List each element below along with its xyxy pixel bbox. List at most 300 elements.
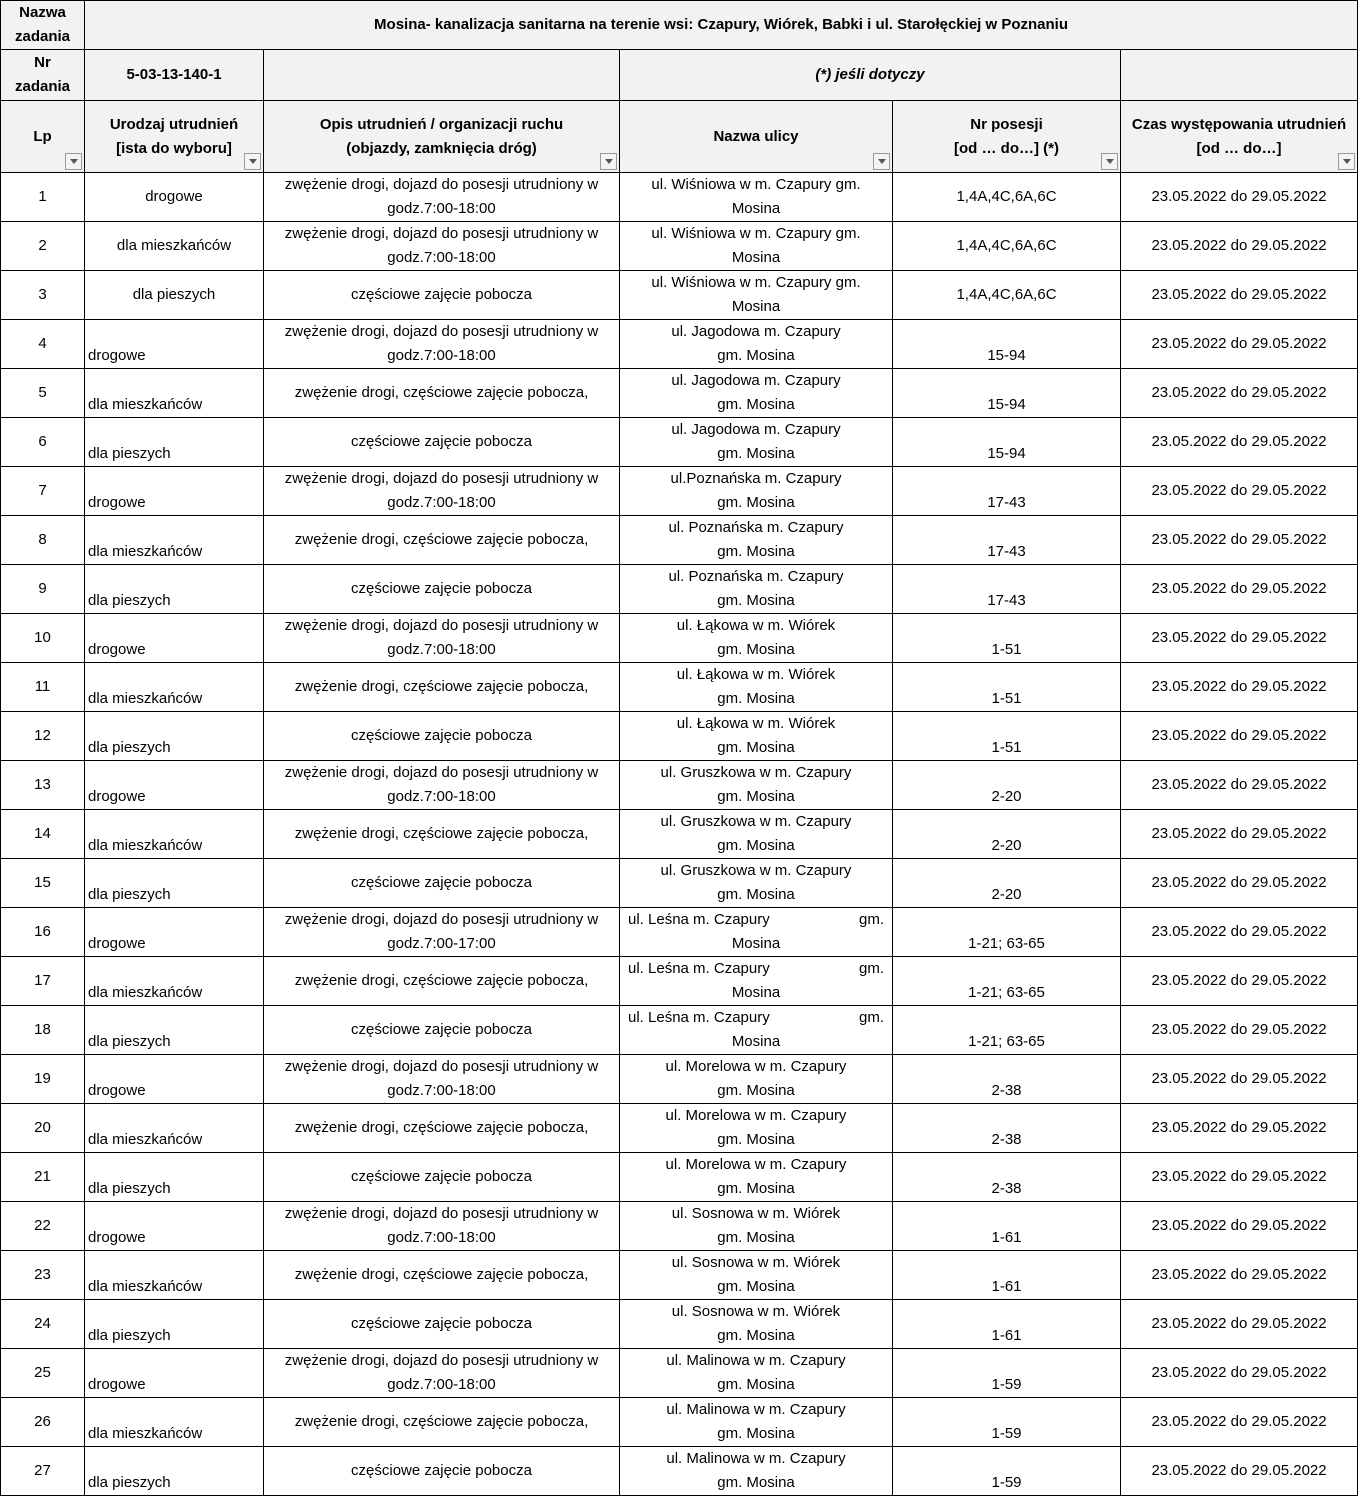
street-line: gm. Mosina bbox=[717, 445, 795, 462]
street-line: ul. Wiśniowa w m. Czapury gm. bbox=[651, 176, 861, 193]
street-line: gm. Mosina bbox=[717, 1376, 795, 1393]
cell-description bbox=[264, 173, 620, 222]
task-number-label bbox=[1, 50, 85, 101]
col-street-label bbox=[620, 125, 892, 149]
cell-description bbox=[264, 712, 620, 761]
cell-description bbox=[264, 516, 620, 565]
table-row bbox=[1, 1104, 1358, 1153]
street-name-part: ul. Leśna m. Czapury bbox=[628, 960, 770, 977]
cell-lp: 6 bbox=[1, 418, 85, 467]
cell-kind: dla mieszkańców bbox=[85, 516, 264, 565]
cell-period: 23.05.2022 do 29.05.2022 bbox=[1121, 761, 1358, 810]
cell-plot-numbers: 1-59 bbox=[893, 1398, 1121, 1447]
cell-period: 23.05.2022 do 29.05.2022 bbox=[1121, 1104, 1358, 1153]
cell-description bbox=[264, 810, 620, 859]
cell-street bbox=[620, 810, 893, 859]
cell-kind: dla pieszych bbox=[85, 418, 264, 467]
cell-period: 23.05.2022 do 29.05.2022 bbox=[1121, 663, 1358, 712]
street-line: ul. Gruszkowa w m. Czapury bbox=[660, 813, 852, 830]
cell-kind: dla mieszkańców bbox=[85, 369, 264, 418]
street-line: ul. Morelowa w m. Czapury bbox=[665, 1058, 847, 1075]
description-line: godz.7:00-18:00 bbox=[387, 1229, 496, 1246]
description-line: zwężenie drogi, częściowe zajęcie pobocza, bbox=[294, 1413, 589, 1430]
col-street-header bbox=[620, 101, 893, 173]
col-kind-label bbox=[85, 113, 263, 161]
description-line: zwężenie drogi, dojazd do posesji utrudniony w bbox=[284, 764, 599, 781]
cell-kind: drogowe bbox=[85, 1055, 264, 1104]
cell-period: 23.05.2022 do 29.05.2022 bbox=[1121, 957, 1358, 1006]
cell-plot-numbers: 1-21; 63-65 bbox=[893, 1006, 1121, 1055]
col-plot-numbers-label-line: [od … do…] (*) bbox=[954, 139, 1059, 157]
cell-plot-numbers: 17-43 bbox=[893, 565, 1121, 614]
cell-street bbox=[620, 859, 893, 908]
cell-street bbox=[620, 957, 893, 1006]
cell-plot-numbers: 2-20 bbox=[893, 810, 1121, 859]
col-period-label bbox=[1121, 113, 1357, 161]
description-line: częściowe zajęcie pobocza bbox=[351, 286, 532, 303]
cell-lp: 16 bbox=[1, 908, 85, 957]
description-line: częściowe zajęcie pobocza bbox=[351, 727, 532, 744]
cell-plot-numbers: 1,4A,4C,6A,6C bbox=[893, 173, 1121, 222]
cell-plot-numbers: 15-94 bbox=[893, 418, 1121, 467]
street-commune-part: gm. bbox=[858, 960, 884, 977]
cell-period: 23.05.2022 do 29.05.2022 bbox=[1121, 369, 1358, 418]
task-name-label-text: Nazwa zadania bbox=[14, 4, 71, 45]
description-line: godz.7:00-17:00 bbox=[387, 935, 496, 952]
col-plot-numbers-header bbox=[893, 101, 1121, 173]
street-line: Mosina bbox=[731, 298, 781, 315]
cell-lp: 26 bbox=[1, 1398, 85, 1447]
street-line: gm. Mosina bbox=[717, 1327, 795, 1344]
filter-dropdown-icon[interactable] bbox=[1101, 153, 1118, 170]
description-line: godz.7:00-18:00 bbox=[387, 788, 496, 805]
cell-lp: 15 bbox=[1, 859, 85, 908]
description-line: częściowe zajęcie pobocza bbox=[351, 580, 532, 597]
table-row bbox=[1, 1055, 1358, 1104]
cell-description bbox=[264, 859, 620, 908]
cell-kind: dla mieszkańców bbox=[85, 222, 264, 271]
cell-kind: dla pieszych bbox=[85, 1006, 264, 1055]
cell-description bbox=[264, 222, 620, 271]
cell-plot-numbers: 1-59 bbox=[893, 1447, 1121, 1496]
cell-street bbox=[620, 1349, 893, 1398]
description-line: godz.7:00-18:00 bbox=[387, 347, 496, 364]
description-line: częściowe zajęcie pobocza bbox=[351, 433, 532, 450]
cell-lp: 7 bbox=[1, 467, 85, 516]
street-line: gm. Mosina bbox=[717, 1229, 795, 1246]
cell-kind: drogowe bbox=[85, 467, 264, 516]
cell-lp: 9 bbox=[1, 565, 85, 614]
cell-description bbox=[264, 1153, 620, 1202]
table-row bbox=[1, 369, 1358, 418]
filter-dropdown-icon[interactable] bbox=[244, 153, 261, 170]
cell-street bbox=[620, 1055, 893, 1104]
cell-lp: 17 bbox=[1, 957, 85, 1006]
street-line: gm. Mosina bbox=[717, 543, 795, 560]
cell-lp: 8 bbox=[1, 516, 85, 565]
col-lp-header bbox=[1, 101, 85, 173]
cell-plot-numbers: 15-94 bbox=[893, 369, 1121, 418]
table-row bbox=[1, 1349, 1358, 1398]
cell-kind: drogowe bbox=[85, 1202, 264, 1251]
description-line: zwężenie drogi, dojazd do posesji utrudniony w bbox=[284, 470, 599, 487]
table-row bbox=[1, 614, 1358, 663]
street-line: Mosina bbox=[731, 1033, 781, 1050]
cell-kind: dla mieszkańców bbox=[85, 1251, 264, 1300]
table-row bbox=[1, 1251, 1358, 1300]
street-commune-part: gm. bbox=[858, 911, 884, 928]
cell-kind: dla mieszkańców bbox=[85, 957, 264, 1006]
cell-kind: dla pieszych bbox=[85, 1300, 264, 1349]
table-row bbox=[1, 1398, 1358, 1447]
cell-lp: 19 bbox=[1, 1055, 85, 1104]
filter-dropdown-icon[interactable] bbox=[600, 153, 617, 170]
description-line: godz.7:00-18:00 bbox=[387, 1376, 496, 1393]
description-line: godz.7:00-18:00 bbox=[387, 494, 496, 511]
cell-kind: dla mieszkańców bbox=[85, 663, 264, 712]
table-row bbox=[1, 1006, 1358, 1055]
col-period-header bbox=[1121, 101, 1358, 173]
street-line: gm. Mosina bbox=[717, 494, 795, 511]
cell-plot-numbers: 2-20 bbox=[893, 761, 1121, 810]
cell-street bbox=[620, 467, 893, 516]
street-line: gm. Mosina bbox=[717, 788, 795, 805]
filter-dropdown-icon[interactable] bbox=[873, 153, 890, 170]
cell-period: 23.05.2022 do 29.05.2022 bbox=[1121, 516, 1358, 565]
cell-lp: 5 bbox=[1, 369, 85, 418]
street-line bbox=[628, 908, 892, 932]
table-row bbox=[1, 1447, 1358, 1496]
table-row bbox=[1, 761, 1358, 810]
cell-lp: 1 bbox=[1, 173, 85, 222]
cell-plot-numbers: 1-61 bbox=[893, 1251, 1121, 1300]
cell-plot-numbers: 1-61 bbox=[893, 1202, 1121, 1251]
street-line: gm. Mosina bbox=[717, 690, 795, 707]
cell-street bbox=[620, 1251, 893, 1300]
cell-kind: drogowe bbox=[85, 761, 264, 810]
col-lp-label bbox=[1, 125, 84, 149]
cell-street bbox=[620, 271, 893, 320]
cell-street bbox=[620, 1153, 893, 1202]
street-line: ul. Sosnowa w m. Wiórek bbox=[671, 1254, 841, 1271]
cell-period: 23.05.2022 do 29.05.2022 bbox=[1121, 712, 1358, 761]
cell-street bbox=[620, 663, 893, 712]
cell-street bbox=[620, 1300, 893, 1349]
cell-plot-numbers: 2-38 bbox=[893, 1153, 1121, 1202]
street-line: ul. Gruszkowa w m. Czapury bbox=[660, 764, 852, 781]
cell-description bbox=[264, 1006, 620, 1055]
street-line: ul. Malinowa w m. Czapury bbox=[666, 1450, 846, 1467]
col-description-label bbox=[264, 113, 619, 161]
cell-description bbox=[264, 1398, 620, 1447]
col-plot-numbers-label-line: Nr posesji bbox=[970, 115, 1043, 133]
cell-period: 23.05.2022 do 29.05.2022 bbox=[1121, 222, 1358, 271]
cell-plot-numbers: 2-20 bbox=[893, 859, 1121, 908]
table-row bbox=[1, 271, 1358, 320]
cell-description bbox=[264, 320, 620, 369]
cell-plot-numbers: 1,4A,4C,6A,6C bbox=[893, 222, 1121, 271]
cell-description bbox=[264, 418, 620, 467]
description-line: zwężenie drogi, dojazd do posesji utrudniony w bbox=[284, 1058, 599, 1075]
cell-period: 23.05.2022 do 29.05.2022 bbox=[1121, 1398, 1358, 1447]
table-row bbox=[1, 1153, 1358, 1202]
cell-kind: dla pieszych bbox=[85, 712, 264, 761]
table-row bbox=[1, 173, 1358, 222]
description-line: częściowe zajęcie pobocza bbox=[351, 1462, 532, 1479]
cell-kind: drogowe bbox=[85, 320, 264, 369]
cell-plot-numbers: 17-43 bbox=[893, 516, 1121, 565]
description-line: godz.7:00-18:00 bbox=[387, 200, 496, 217]
street-line: ul. Morelowa w m. Czapury bbox=[665, 1107, 847, 1124]
cell-period: 23.05.2022 do 29.05.2022 bbox=[1121, 271, 1358, 320]
filter-dropdown-icon[interactable] bbox=[65, 153, 82, 170]
description-line: zwężenie drogi, częściowe zajęcie pobocza, bbox=[294, 678, 589, 695]
cell-period: 23.05.2022 do 29.05.2022 bbox=[1121, 1349, 1358, 1398]
table-row bbox=[1, 1202, 1358, 1251]
description-line: zwężenie drogi, dojazd do posesji utrudniony w bbox=[284, 225, 599, 242]
filter-dropdown-icon[interactable] bbox=[1338, 153, 1355, 170]
description-line: zwężenie drogi, częściowe zajęcie pobocza, bbox=[294, 972, 589, 989]
street-line: ul. Jagodowa m. Czapury bbox=[671, 323, 841, 340]
cell-kind: dla pieszych bbox=[85, 271, 264, 320]
cell-plot-numbers: 2-38 bbox=[893, 1104, 1121, 1153]
cell-description bbox=[264, 1055, 620, 1104]
street-line: gm. Mosina bbox=[717, 739, 795, 756]
table-row bbox=[1, 957, 1358, 1006]
col-kind-header bbox=[85, 101, 264, 173]
table-row bbox=[1, 320, 1358, 369]
column-header-row bbox=[1, 101, 1358, 173]
cell-description bbox=[264, 908, 620, 957]
cell-street bbox=[620, 761, 893, 810]
cell-street bbox=[620, 908, 893, 957]
cell-kind: dla pieszych bbox=[85, 859, 264, 908]
street-line: ul. Malinowa w m. Czapury bbox=[666, 1352, 846, 1369]
cell-plot-numbers: 15-94 bbox=[893, 320, 1121, 369]
cell-period: 23.05.2022 do 29.05.2022 bbox=[1121, 859, 1358, 908]
cell-plot-numbers: 1-21; 63-65 bbox=[893, 957, 1121, 1006]
cell-lp: 10 bbox=[1, 614, 85, 663]
cell-kind: drogowe bbox=[85, 908, 264, 957]
cell-lp: 23 bbox=[1, 1251, 85, 1300]
cell-plot-numbers: 1-59 bbox=[893, 1349, 1121, 1398]
cell-plot-numbers: 2-38 bbox=[893, 1055, 1121, 1104]
description-line: zwężenie drogi, dojazd do posesji utrudniony w bbox=[284, 323, 599, 340]
description-line: zwężenie drogi, częściowe zajęcie pobocza, bbox=[294, 825, 589, 842]
cell-lp: 11 bbox=[1, 663, 85, 712]
col-plot-numbers-label bbox=[893, 113, 1120, 161]
street-line: Mosina bbox=[731, 200, 781, 217]
cell-street bbox=[620, 712, 893, 761]
street-line: ul. Poznańska m. Czapury bbox=[668, 519, 844, 536]
cell-lp: 21 bbox=[1, 1153, 85, 1202]
street-line: ul. Jagodowa m. Czapury bbox=[671, 421, 841, 438]
cell-kind: drogowe bbox=[85, 1349, 264, 1398]
table-row bbox=[1, 467, 1358, 516]
cell-street bbox=[620, 418, 893, 467]
cell-plot-numbers: 1-51 bbox=[893, 663, 1121, 712]
cell-kind: dla mieszkańców bbox=[85, 1104, 264, 1153]
street-line: gm. Mosina bbox=[717, 1278, 795, 1295]
cell-description bbox=[264, 957, 620, 1006]
street-line: ul. Malinowa w m. Czapury bbox=[666, 1401, 846, 1418]
table-row bbox=[1, 859, 1358, 908]
cell-description bbox=[264, 614, 620, 663]
cell-street bbox=[620, 1447, 893, 1496]
cell-plot-numbers: 1,4A,4C,6A,6C bbox=[893, 271, 1121, 320]
cell-period: 23.05.2022 do 29.05.2022 bbox=[1121, 908, 1358, 957]
street-line: gm. Mosina bbox=[717, 1082, 795, 1099]
street-line: ul. Poznańska m. Czapury bbox=[668, 568, 844, 585]
street-line: gm. Mosina bbox=[717, 641, 795, 658]
cell-lp: 3 bbox=[1, 271, 85, 320]
street-line: Mosina bbox=[731, 984, 781, 1001]
cell-description bbox=[264, 1202, 620, 1251]
description-line: zwężenie drogi, częściowe zajęcie pobocza, bbox=[294, 1266, 589, 1283]
street-line: ul. Łąkowa w m. Wiórek bbox=[676, 617, 836, 634]
cell-plot-numbers: 1-51 bbox=[893, 614, 1121, 663]
description-line: częściowe zajęcie pobocza bbox=[351, 1168, 532, 1185]
street-line: ul. Jagodowa m. Czapury bbox=[671, 372, 841, 389]
col-description-label-line: Opis utrudnień / organizacji ruchu bbox=[319, 115, 564, 133]
table-row bbox=[1, 663, 1358, 712]
cell-lp: 12 bbox=[1, 712, 85, 761]
street-line: ul. Morelowa w m. Czapury bbox=[665, 1156, 847, 1173]
table-row bbox=[1, 712, 1358, 761]
cell-kind: dla pieszych bbox=[85, 565, 264, 614]
street-line: gm. Mosina bbox=[717, 592, 795, 609]
cell-street bbox=[620, 565, 893, 614]
cell-kind: dla pieszych bbox=[85, 1153, 264, 1202]
cell-kind: drogowe bbox=[85, 614, 264, 663]
street-line: ul. Wiśniowa w m. Czapury gm. bbox=[651, 225, 861, 242]
cell-period: 23.05.2022 do 29.05.2022 bbox=[1121, 320, 1358, 369]
cell-period: 23.05.2022 do 29.05.2022 bbox=[1121, 1251, 1358, 1300]
street-line: Mosina bbox=[731, 935, 781, 952]
cell-lp: 13 bbox=[1, 761, 85, 810]
cell-period: 23.05.2022 do 29.05.2022 bbox=[1121, 1055, 1358, 1104]
cell-period: 23.05.2022 do 29.05.2022 bbox=[1121, 565, 1358, 614]
description-line: zwężenie drogi, częściowe zajęcie pobocza, bbox=[294, 1119, 589, 1136]
street-line: gm. Mosina bbox=[717, 396, 795, 413]
col-street-label-line: Nazwa ulicy bbox=[713, 127, 799, 145]
cell-description bbox=[264, 271, 620, 320]
cell-period: 23.05.2022 do 29.05.2022 bbox=[1121, 467, 1358, 516]
cell-kind: dla mieszkańców bbox=[85, 810, 264, 859]
street-line: gm. Mosina bbox=[717, 1131, 795, 1148]
cell-kind: drogowe bbox=[85, 173, 264, 222]
street-line: gm. Mosina bbox=[717, 1180, 795, 1197]
applicability-note: (*) jeśli dotyczy bbox=[620, 50, 1121, 101]
description-line: częściowe zajęcie pobocza bbox=[351, 1021, 532, 1038]
description-line: zwężenie drogi, dojazd do posesji utrudniony w bbox=[284, 911, 599, 928]
task-name-label bbox=[1, 1, 85, 50]
cell-description bbox=[264, 467, 620, 516]
cell-lp: 27 bbox=[1, 1447, 85, 1496]
street-line: ul. Gruszkowa w m. Czapury bbox=[660, 862, 852, 879]
street-line: Mosina bbox=[731, 249, 781, 266]
cell-kind: dla mieszkańców bbox=[85, 1398, 264, 1447]
cell-description bbox=[264, 369, 620, 418]
cell-lp: 20 bbox=[1, 1104, 85, 1153]
description-line: częściowe zajęcie pobocza bbox=[351, 1315, 532, 1332]
cell-period: 23.05.2022 do 29.05.2022 bbox=[1121, 418, 1358, 467]
cell-period: 23.05.2022 do 29.05.2022 bbox=[1121, 173, 1358, 222]
cell-plot-numbers: 1-61 bbox=[893, 1300, 1121, 1349]
cell-street bbox=[620, 614, 893, 663]
col-kind-label-line: [ista do wyboru] bbox=[116, 139, 232, 157]
col-lp-label-line: Lp bbox=[33, 127, 52, 145]
cell-description bbox=[264, 1447, 620, 1496]
description-line: zwężenie drogi, dojazd do posesji utrudniony w bbox=[284, 1205, 599, 1222]
table-row bbox=[1, 1300, 1358, 1349]
col-period-label-line: [od … do…] bbox=[1196, 139, 1282, 157]
cell-street bbox=[620, 320, 893, 369]
cell-description bbox=[264, 1251, 620, 1300]
table-row bbox=[1, 565, 1358, 614]
col-description-header bbox=[264, 101, 620, 173]
task-number-blank-2 bbox=[1121, 50, 1358, 101]
task-number-blank bbox=[264, 50, 620, 101]
street-name-part: ul. Leśna m. Czapury bbox=[628, 1009, 770, 1026]
street-line: ul. Sosnowa w m. Wiórek bbox=[671, 1205, 841, 1222]
street-line: ul.Poznańska m. Czapury bbox=[670, 470, 842, 487]
cell-description bbox=[264, 1104, 620, 1153]
table-row bbox=[1, 418, 1358, 467]
street-line: ul. Łąkowa w m. Wiórek bbox=[676, 715, 836, 732]
cell-description bbox=[264, 1349, 620, 1398]
description-line: zwężenie drogi, dojazd do posesji utrudniony w bbox=[284, 176, 599, 193]
description-line: zwężenie drogi, dojazd do posesji utrudniony w bbox=[284, 1352, 599, 1369]
cell-lp: 18 bbox=[1, 1006, 85, 1055]
cell-description bbox=[264, 565, 620, 614]
cell-period: 23.05.2022 do 29.05.2022 bbox=[1121, 1447, 1358, 1496]
table-row bbox=[1, 516, 1358, 565]
table-body bbox=[1, 173, 1358, 1496]
table-row bbox=[1, 810, 1358, 859]
cell-plot-numbers: 1-21; 63-65 bbox=[893, 908, 1121, 957]
cell-street bbox=[620, 1006, 893, 1055]
street-commune-part: gm. bbox=[858, 1009, 884, 1026]
description-line: zwężenie drogi, częściowe zajęcie pobocza, bbox=[294, 531, 589, 548]
cell-description bbox=[264, 761, 620, 810]
table-row bbox=[1, 908, 1358, 957]
cell-street bbox=[620, 516, 893, 565]
description-line: godz.7:00-18:00 bbox=[387, 1082, 496, 1099]
task-number-row bbox=[1, 50, 1358, 101]
street-line bbox=[628, 957, 892, 981]
cell-description bbox=[264, 1300, 620, 1349]
street-line: ul. Sosnowa w m. Wiórek bbox=[671, 1303, 841, 1320]
cell-period: 23.05.2022 do 29.05.2022 bbox=[1121, 810, 1358, 859]
cell-street bbox=[620, 1202, 893, 1251]
task-number-label-text: Nr zadania bbox=[14, 54, 71, 95]
cell-lp: 4 bbox=[1, 320, 85, 369]
description-line: zwężenie drogi, dojazd do posesji utrudniony w bbox=[284, 617, 599, 634]
col-description-label-line: (objazdy, zamknięcia dróg) bbox=[346, 139, 537, 157]
description-line: godz.7:00-18:00 bbox=[387, 249, 496, 266]
task-name-row bbox=[1, 1, 1358, 50]
cell-lp: 2 bbox=[1, 222, 85, 271]
street-line: ul. Łąkowa w m. Wiórek bbox=[676, 666, 836, 683]
cell-lp: 14 bbox=[1, 810, 85, 859]
street-line: gm. Mosina bbox=[717, 1425, 795, 1442]
task-name-value: Mosina- kanalizacja sanitarna na terenie wsi: Czapury, Wiórek, Babki i ul. Starołęckiej w Poznaniu bbox=[85, 1, 1358, 50]
cell-plot-numbers: 1-51 bbox=[893, 712, 1121, 761]
cell-lp: 25 bbox=[1, 1349, 85, 1398]
cell-lp: 22 bbox=[1, 1202, 85, 1251]
cell-street bbox=[620, 1104, 893, 1153]
